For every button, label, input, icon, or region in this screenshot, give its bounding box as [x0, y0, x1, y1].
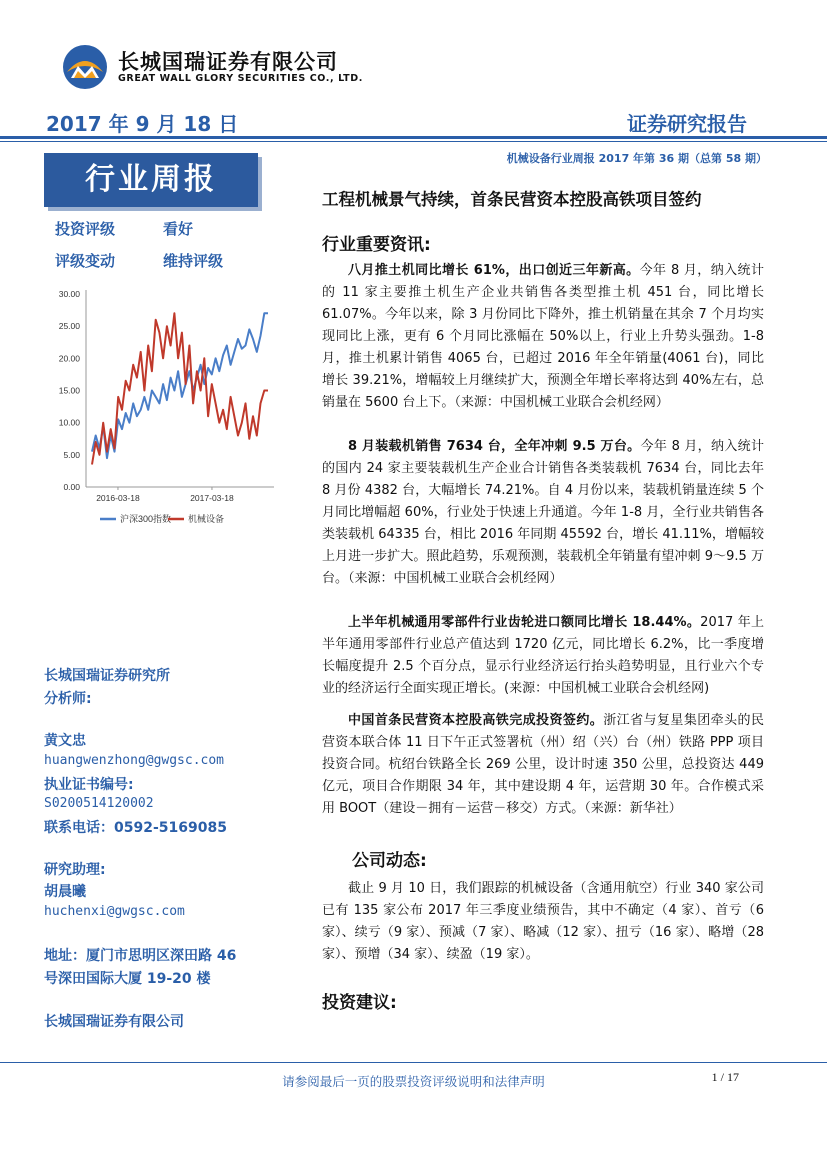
series-line-0: [92, 313, 268, 458]
cert-label: 执业证书编号:: [44, 777, 134, 793]
analyst-email[interactable]: huangwenzhong@gwgsc.com: [44, 753, 225, 768]
company-news-text: 截止 9 月 10 日，我们跟踪的机械设备（含通用航空）行业 340 家公司已有 135 家公布 2017 年三季度业绩预告，其中不确定（4 家）、首亏（6 家）、续亏（9 家）、预减（7 家）、略减（12 家）、扭亏（16 家）、略增（28 家）、预增（34 家）、续盈（19 家）。: [322, 881, 764, 962]
address-line-2: 号深田国际大厦 19-20 楼: [44, 971, 211, 987]
invest-rating-value: 看好: [163, 220, 194, 238]
report-type: 证券研究报告: [627, 112, 747, 136]
section-company-news: 公司动态:: [352, 851, 427, 871]
rating-row-invest: [55, 218, 194, 239]
y-tick-label: 10.00: [58, 417, 80, 428]
y-tick-label: 15.00: [58, 385, 80, 396]
section-investment-advice: 投资建议:: [322, 993, 397, 1013]
legend-label-1: 机械设备: [188, 514, 225, 524]
news-4-text: 浙江省与复星集团牵头的民营资本联合体 11 日下午正式签署杭（州）绍（兴）台（州）铁路 PPP 项目投资合同。杭绍台铁路全长 269 公里，设计时速 350 公里，总投资达 449 亿元，项目合作期限 34 年，其中建设期 4 年，运营期 30 年。合作模式采用 BOOT（建设－拥有－运营－移交）方式。（来源：新华社）: [322, 713, 764, 816]
news-paragraph-2: [322, 436, 764, 590]
page-number: 1 / 17: [711, 1070, 739, 1084]
research-institute: 长城国瑞证券研究所: [44, 668, 170, 684]
report-banner: 行业周报: [44, 153, 258, 207]
news-1-text: 今年 8 月，纳入统计的 11 家主要推土机生产企业共销售各类型推土机 451 台，同比增长 61.07%。今年以来，除 3 月份同比下降外，推土机销量在其余 7 个月均实现同比上涨，更有 6 个月同比涨幅在 50%以上，行业上升势头强劲。1-8 月，推土机累计销售 4065 台，已超过 2016 年全年销量(4061 台)，同比增长 39.21%，增幅较上月继续扩大，预测全年增长率将达到 40%左右，总销量在 5600 台上下。（来源：中国机械工业联合会机经网）: [322, 263, 764, 410]
company-news-paragraph: [322, 878, 764, 966]
section-industry-news: 行业重要资讯:: [322, 235, 431, 255]
rating-change-value: 维持评级: [163, 252, 224, 270]
analyst-label: 分析师:: [44, 691, 92, 707]
report-date: 2017 年 9 月 18 日: [46, 112, 239, 136]
footer-disclaimer-note[interactable]: 请参阅最后一页的股票投资评级说明和法律声明: [282, 1074, 545, 1089]
footer-divider: [0, 1062, 827, 1063]
news-paragraph-1: [322, 260, 764, 414]
news-2-text: 今年 8 月，纳入统计的国内 24 家主要装载机生产企业合计销售各类装载机 7634 台，同比去年 8 月份 4382 台，大幅增长 74.21%。自 4 月份以来，装载机销量连续 5 个月同比增幅超 60%，行业处于快速上升通道。今年 1-8 月，全行业共销售各类装载机 64335 台，相比 2016 年同期 45592 台，增长 41.11%，增幅较上月进一步扩大。照此趋势，乐观预测，装载机全年销量有望冲刺 9～9.5 万台。（来源：中国机械工业联合会机经网）: [322, 439, 764, 586]
analyst-name: 黄文忠: [44, 733, 86, 749]
header-divider-thin: [0, 141, 827, 142]
report-title: 工程机械景气持续，首条民营资本控股高铁项目签约: [322, 190, 702, 209]
address-line-1: 地址：厦门市思明区深田路 46: [44, 948, 237, 964]
x-tick-label: 2016-03-18: [96, 493, 140, 503]
assistant-name: 胡晨曦: [44, 884, 86, 900]
legend-label-0: 沪深300指数: [120, 514, 172, 524]
y-tick-label: 25.00: [58, 321, 80, 332]
company-footer-name: 长城国瑞证券有限公司: [44, 1014, 184, 1030]
y-tick-label: 5.00: [63, 449, 80, 460]
company-logo-icon: [60, 44, 110, 90]
analyst-phone: 联系电话：0592-5169085: [44, 820, 227, 836]
invest-rating-label: 投资评级: [55, 220, 116, 238]
rating-change-label: 评级变动: [55, 252, 116, 270]
news-paragraph-3: [322, 612, 764, 700]
news-1-lead: 八月推土机同比增长 61%，出口创近三年新高。: [348, 263, 640, 278]
y-tick-label: 30.00: [58, 289, 80, 299]
news-4-lead: 中国首条民营资本控股高铁完成投资签约。: [348, 713, 604, 728]
y-tick-label: 20.00: [58, 353, 80, 364]
header-divider: [0, 136, 827, 139]
news-3-lead: 上半年机械通用零部件行业齿轮进口额同比增长 18.44%。: [348, 615, 701, 630]
assistant-email[interactable]: huchenxi@gwgsc.com: [44, 904, 185, 919]
cert-number: S0200514120002: [44, 796, 154, 811]
news-2-lead: 8 月装载机销售 7634 台，全年冲刺 9.5 万台。: [348, 439, 641, 454]
series-title: 机械设备行业周报 2017 年第 36 期（总第 58 期）: [506, 152, 767, 165]
x-tick-label: 2017-03-18: [190, 493, 234, 503]
assistant-label: 研究助理:: [44, 862, 106, 878]
company-name-cn: 长城国瑞证券有限公司: [118, 50, 338, 74]
news-3-text: 2017 年上半年通用零部件行业总产值达到 1720 亿元，同比增长 6.2%，比一季度增长幅度提升 2.5 个百分点，显示行业经济运行抬头趋势明显，且行业六个专业的经济运行全面实现正增长。(来源：中国机械工业联合会机经网): [322, 615, 765, 696]
company-name-en: GREAT WALL GLORY SECURITIES CO., LTD.: [118, 73, 363, 84]
rating-row-change: [55, 250, 224, 271]
price-chart: [42, 282, 282, 532]
y-tick-label: 0.00: [63, 482, 80, 492]
news-paragraph-4: [322, 710, 764, 820]
